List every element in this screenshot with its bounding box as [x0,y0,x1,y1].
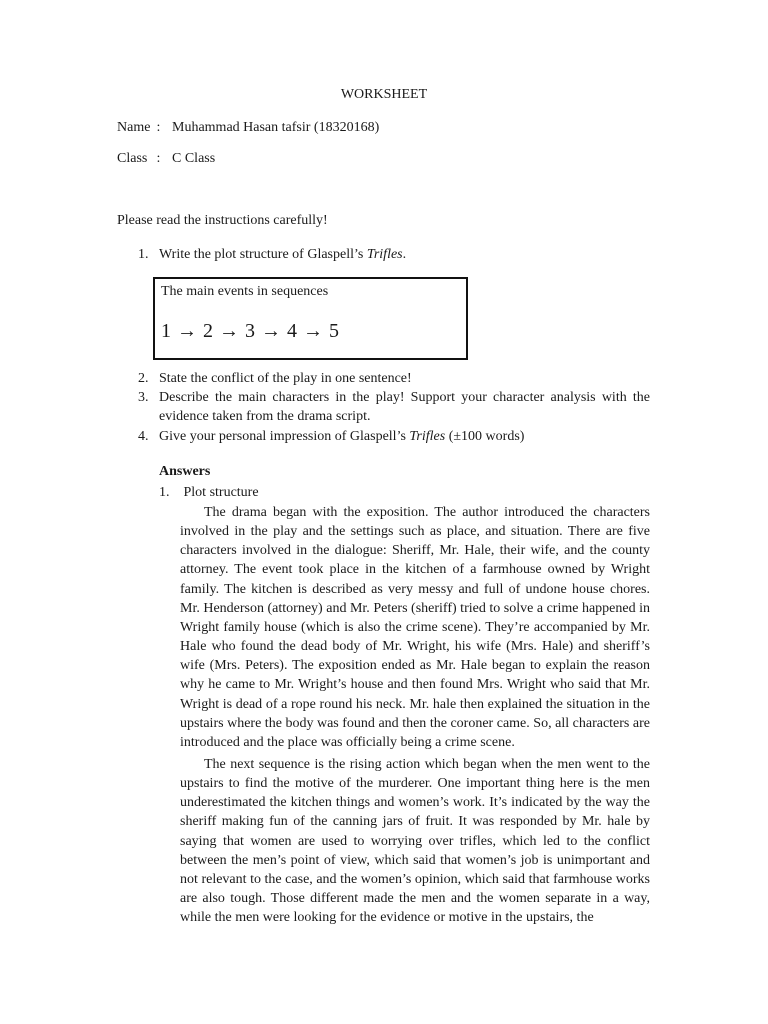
question-2 [138,369,650,388]
question-number: 3. [138,390,149,405]
answer-paragraph-2: The next sequence is the rising action which began when the men went to the upstairs to find the motive of the murderer. One important thing here is the men underestimated the kitchen things and women’s work. It’s indicated by the way the sheriff making fun of the canning jars of fruit. It was responded by Mr. hale by saying that women are used to worrying over trifles, which led to the conflict between the men’s point of view, which said that women’s job is unimportant and not relevant to the case, and the women’s opinion, which said that farmhouse works are also tough. Those different made the men and the women separate in a way, while the men were looking for the evidence or motive in the upstairs, the [180,757,650,926]
question-text: Describe the main characters in the play! Support your character analysis with the evidence taken from the drama script. [159,390,650,424]
class-label: Class [117,151,148,166]
question-number: 4. [138,429,149,444]
name-field [117,120,379,136]
class-separator: : [156,151,161,166]
play-title: Trifles [366,247,403,262]
question-text: State the conflict of the play in one sentence! [159,371,412,386]
box-caption: The main events in sequences [161,284,329,299]
plot-sequence-box [153,277,468,360]
answers-heading: Answers [159,464,211,479]
page-title: WORKSHEET [340,87,428,102]
play-title: Trifles [409,429,446,444]
question-1 [138,245,650,264]
question-text: Give your personal impression of Glaspell’s Trifles (±100 words) [159,429,525,444]
class-value: C Class [172,151,216,166]
question-3 [138,388,650,426]
question-text: Write the plot structure of Glaspell’s Trifles. [159,247,407,262]
answer-label: Plot structure [183,485,259,500]
answer-item-1 [159,485,259,501]
instructions-intro: Please read the instructions carefully! [117,213,328,228]
name-label: Name [117,120,151,135]
question-number: 2. [138,371,149,386]
name-separator: : [156,120,161,135]
event-sequence: 1 → 2 → 3 → 4 → 5 [161,320,340,342]
name-value: Muhammad Hasan tafsir (18320168) [172,120,380,135]
class-field [117,151,215,167]
question-4 [138,427,650,446]
answer-number: 1. [159,485,170,500]
question-number: 1. [138,247,149,262]
answer-paragraph-1: The drama began with the exposition. The author introduced the characters involved in the play and the settings such as place, and situation. There are five characters involved in the dialogue: Sheriff, Mr. Hale, their wife, and the county attorney. The event took place in the kitchen of a farmhouse owned by Wright family. The kitchen is described as very messy and full of undone house chores. Mr. Henderson (attorney) and Mr. Peters (sheriff) tried to solve a crime happened in Wright family house (which is also the crime scene). They’re accompanied by Mr. Hale who found the dead body of Mr. Wright, his wife (Mrs. Hale) and sheriff’s wife (Mrs. Peters). The exposition ended as Mr. Hale began to explain the reason why he came to Mr. Wright’s house and then found Mrs. Wright who said that Mr. Wright is dead of a rope round his neck. Mr. hale then explained the situation in the upstairs where the body was found and then the coroner came. So, all characters are introduced and the place was officially being a crime scene. [180,505,650,750]
